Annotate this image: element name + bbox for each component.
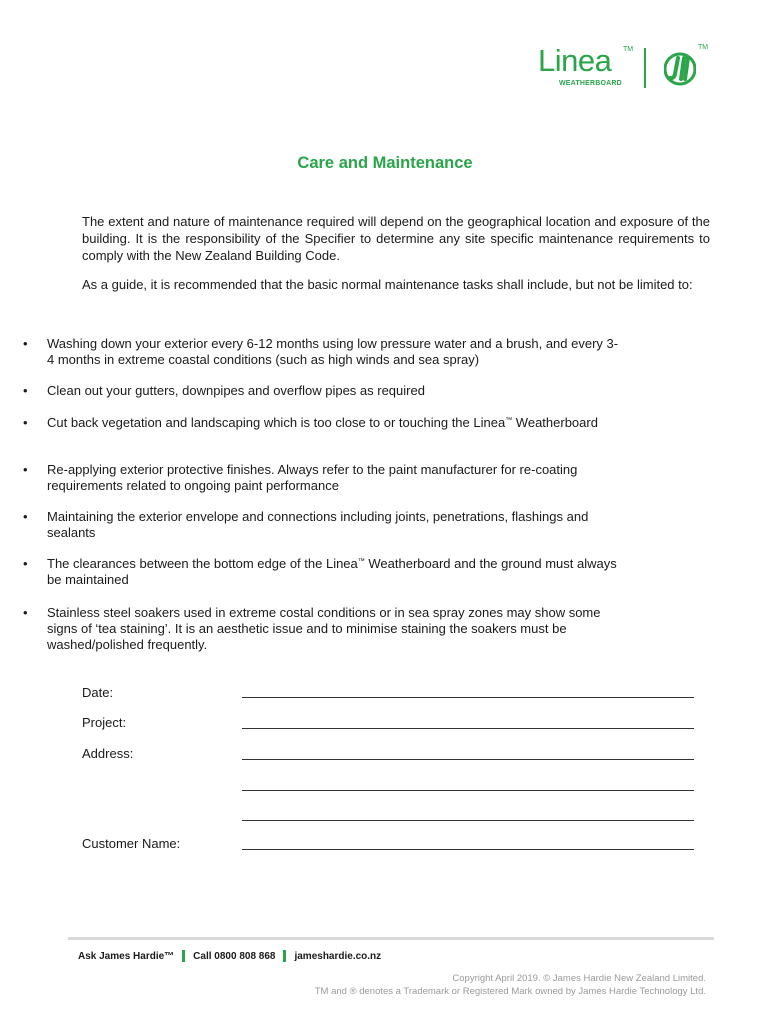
address-field-line-2[interactable] (242, 790, 694, 791)
footer-contact-bar (78, 950, 381, 962)
bullet-icon: • (23, 383, 28, 398)
james-hardie-jh-logo-icon (664, 48, 696, 90)
logo-brand: Linea (538, 43, 612, 78)
footer-phone[interactable]: Call 0800 808 868 (193, 950, 276, 962)
project-field-line[interactable] (242, 728, 694, 729)
logo-divider (644, 48, 646, 88)
logo-tm: TM (623, 46, 634, 53)
customer-name-field-line[interactable] (242, 849, 694, 850)
list-item-text: Stainless steel soakers used in extreme costal conditions or in sea spray zones may show some signs of ‘tea staining’. It is an aesthetic issue and to minimise staining the soakers must be washed/polished frequently. (47, 605, 601, 652)
bullet-icon: • (23, 462, 28, 477)
address-field-line-1[interactable] (242, 759, 694, 760)
project-label: Project: (82, 715, 127, 730)
copyright-line-2: TM and ® denotes a Trademark or Registered Mark owned by James Hardie Technology Ltd. (314, 986, 706, 997)
footer-separator (182, 950, 185, 962)
list-item-text: Clean out your gutters, downpipes and overflow pipes as required (47, 383, 425, 398)
trademark-symbol: ™ (357, 558, 365, 565)
bullet-icon: • (23, 605, 28, 620)
footer-divider (68, 937, 714, 940)
list-item-text: Re-applying exterior protective finishes. Always refer to the paint manufacturer for re-coating requirements related to ongoing paint performance (47, 462, 578, 493)
list-item-text: Maintaining the exterior envelope and connections including joints, penetrations, flashings and sealants (47, 509, 589, 540)
list-item-text: The clearances between the bottom edge of the Linea™ Weatherboard and the ground must always be maintained (47, 556, 617, 587)
bullet-icon: • (23, 556, 28, 571)
intro-paragraph: The extent and nature of maintenance required will depend on the geographical location and exposure of the building. It is the responsibility of the Specifier to determine any site specific maintenance requirements to comply with the New Zealand Building Code. (82, 214, 710, 263)
list-item-text: Washing down your exterior every 6-12 months using low pressure water and a brush, and every 3-4 months in extreme coastal conditions (such as high winds and sea spray) (47, 336, 619, 367)
address-field-line-3[interactable] (242, 820, 694, 821)
page-title: Care and Maintenance (297, 154, 473, 172)
footer-separator (283, 950, 286, 962)
bullet-icon: • (23, 336, 28, 351)
linea-weatherboard-logo (538, 44, 710, 94)
date-field-line[interactable] (242, 697, 694, 698)
footer-ask: Ask James Hardie™ (78, 950, 175, 962)
logo-mark-tm: TM (698, 44, 709, 51)
list-item-text: Cut back vegetation and landscaping which is too close to or touching the Linea™ Weatherboard (47, 415, 598, 430)
bullet-icon: • (23, 509, 28, 524)
bullet-icon: • (23, 415, 28, 430)
date-label: Date: (82, 685, 114, 700)
logo-subtitle: WEATHERBOARD (559, 80, 622, 87)
address-label: Address: (82, 746, 134, 761)
trademark-symbol: ™ (505, 417, 513, 424)
footer-website-link[interactable]: jameshardie.co.nz (294, 950, 382, 962)
customer-name-label: Customer Name: (82, 836, 181, 851)
guide-paragraph: As a guide, it is recommended that the basic normal maintenance tasks shall include, but not be limited to: (82, 277, 693, 292)
copyright-line-1: Copyright April 2019. © James Hardie New Zealand Limited. (452, 973, 706, 984)
